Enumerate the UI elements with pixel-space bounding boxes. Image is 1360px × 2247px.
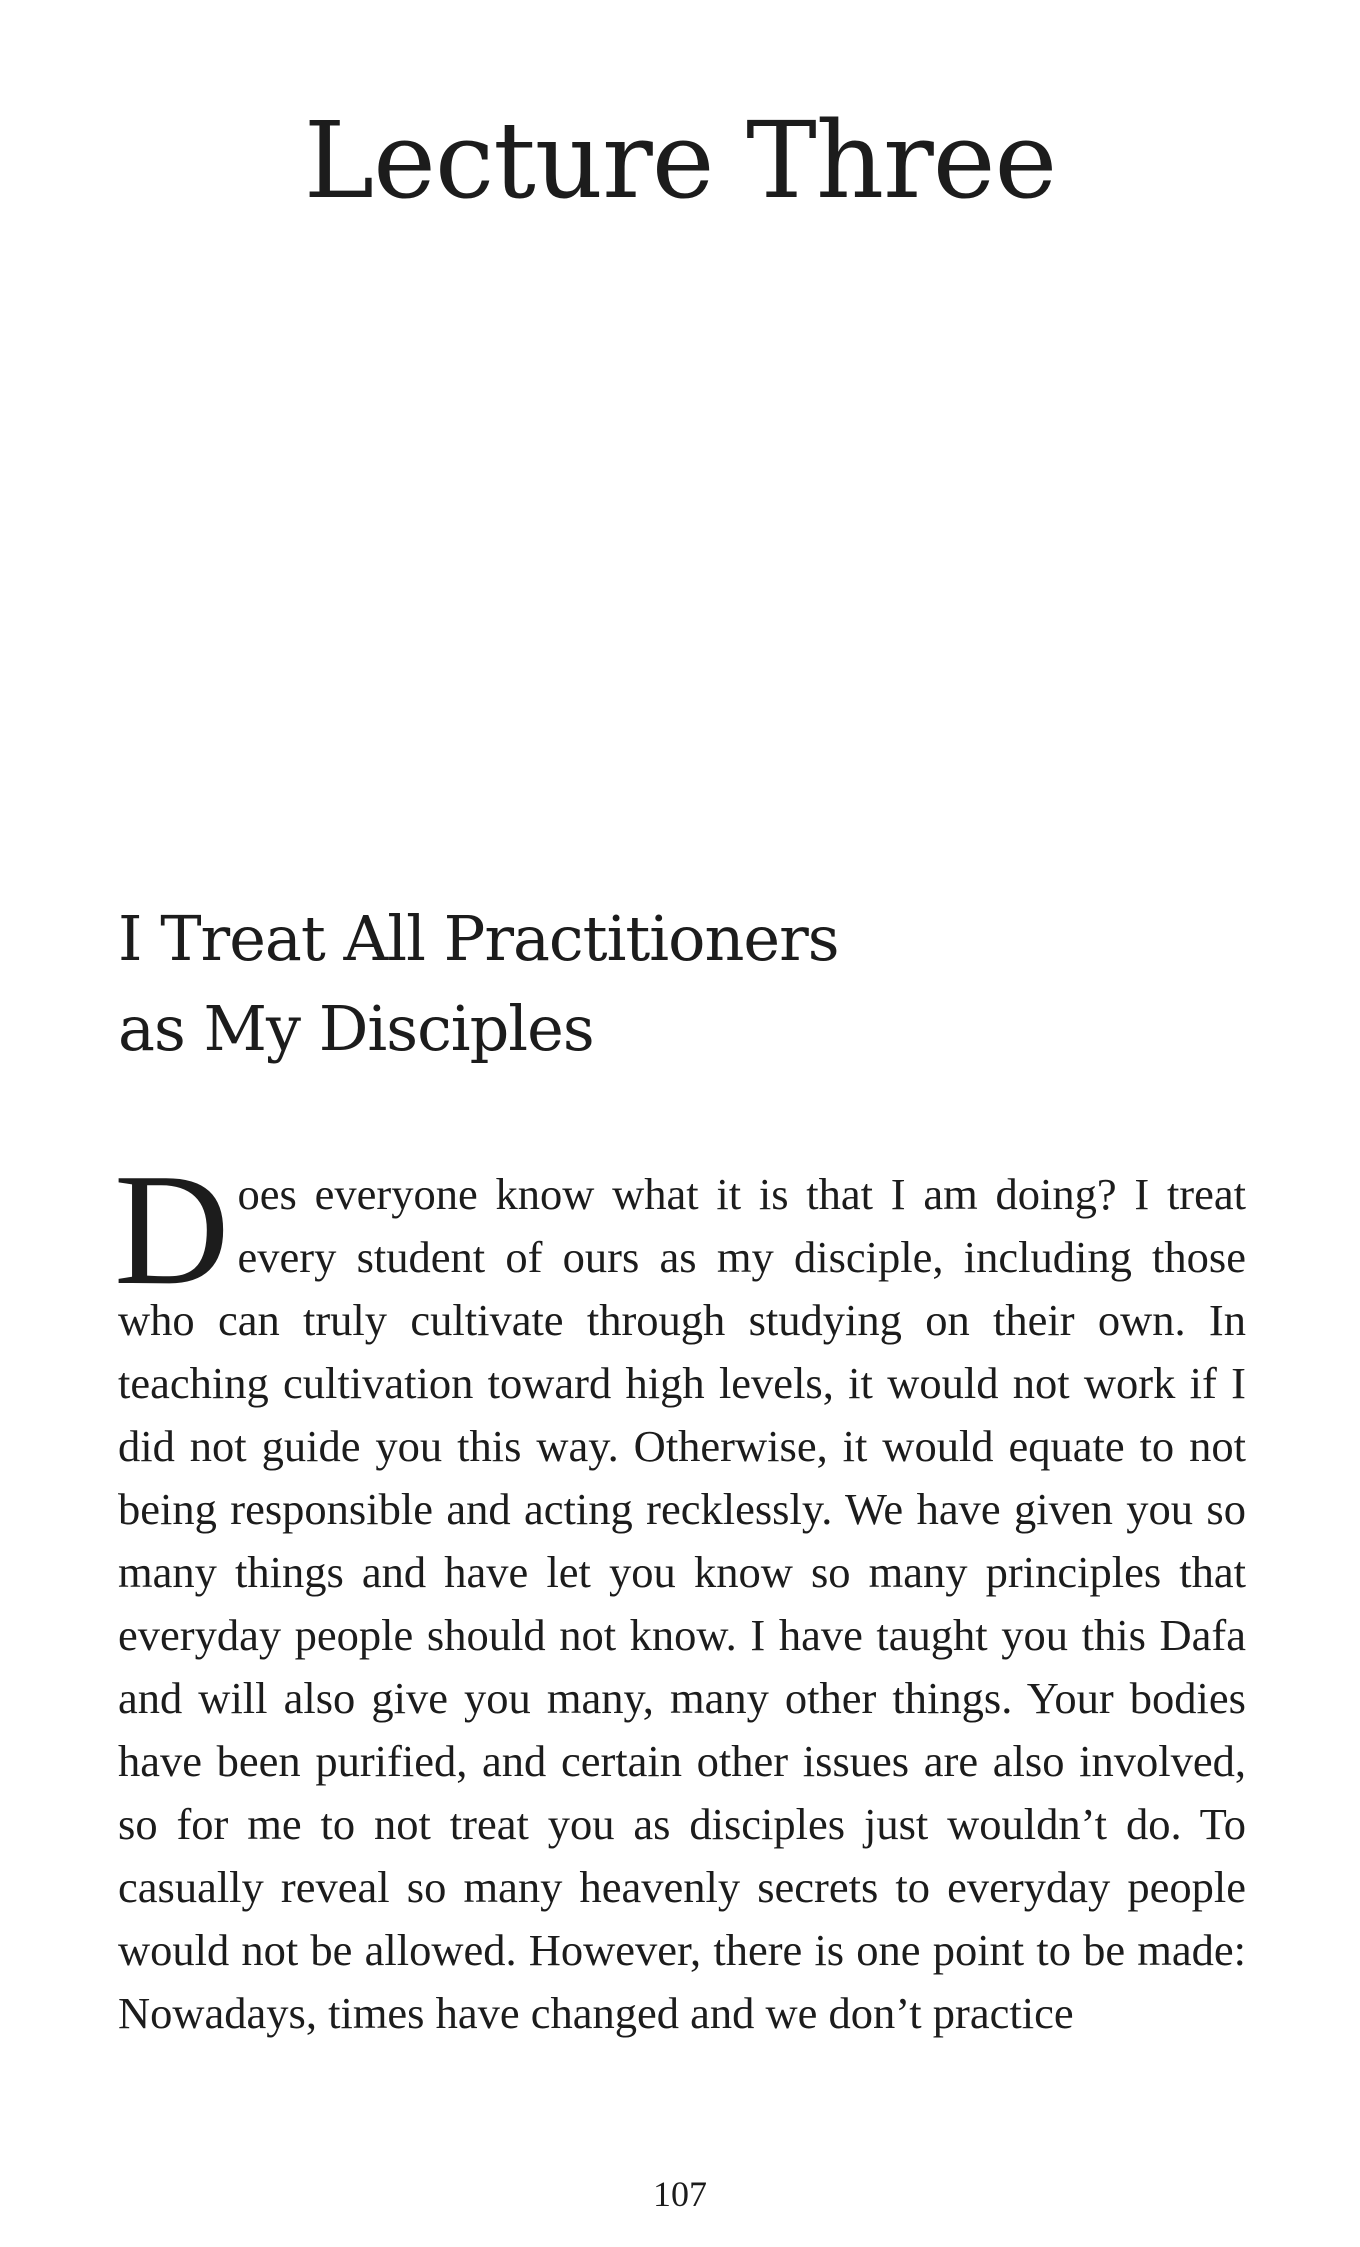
section-title-line-1: I Treat All Practitioners <box>118 902 839 975</box>
chapter-title: Lecture Three <box>303 99 1057 222</box>
page-number: 107 <box>653 2174 707 2214</box>
body-paragraph <box>114 1140 1246 2045</box>
drop-cap: D <box>114 1140 230 1318</box>
paragraph-text: oes everyone know what it is that I am doing? I treat every student of ours as my disciple, including those who can truly cultivate through studying on their own. In teaching cultivation toward high levels, it would not work if I did not guide you this way. Otherwise, it would equate to not being responsible and acting recklessly. We have given you so many things and have let you know so many principles that everyday people should not know. I have taught you this Dafa and will also give you many, many other things. Your bodies have been purified, and certain other issues are also involved, so for me to not treat you as disciples just wouldn’t do. To casually reveal so many heavenly secrets to everyday people would not be allowed. However, there is one point to be made: Nowadays, times have changed and we don’t practice <box>118 1169 1246 2038</box>
section-title-line-2: as My Disciples <box>118 992 594 1065</box>
section-title <box>118 894 1268 1074</box>
